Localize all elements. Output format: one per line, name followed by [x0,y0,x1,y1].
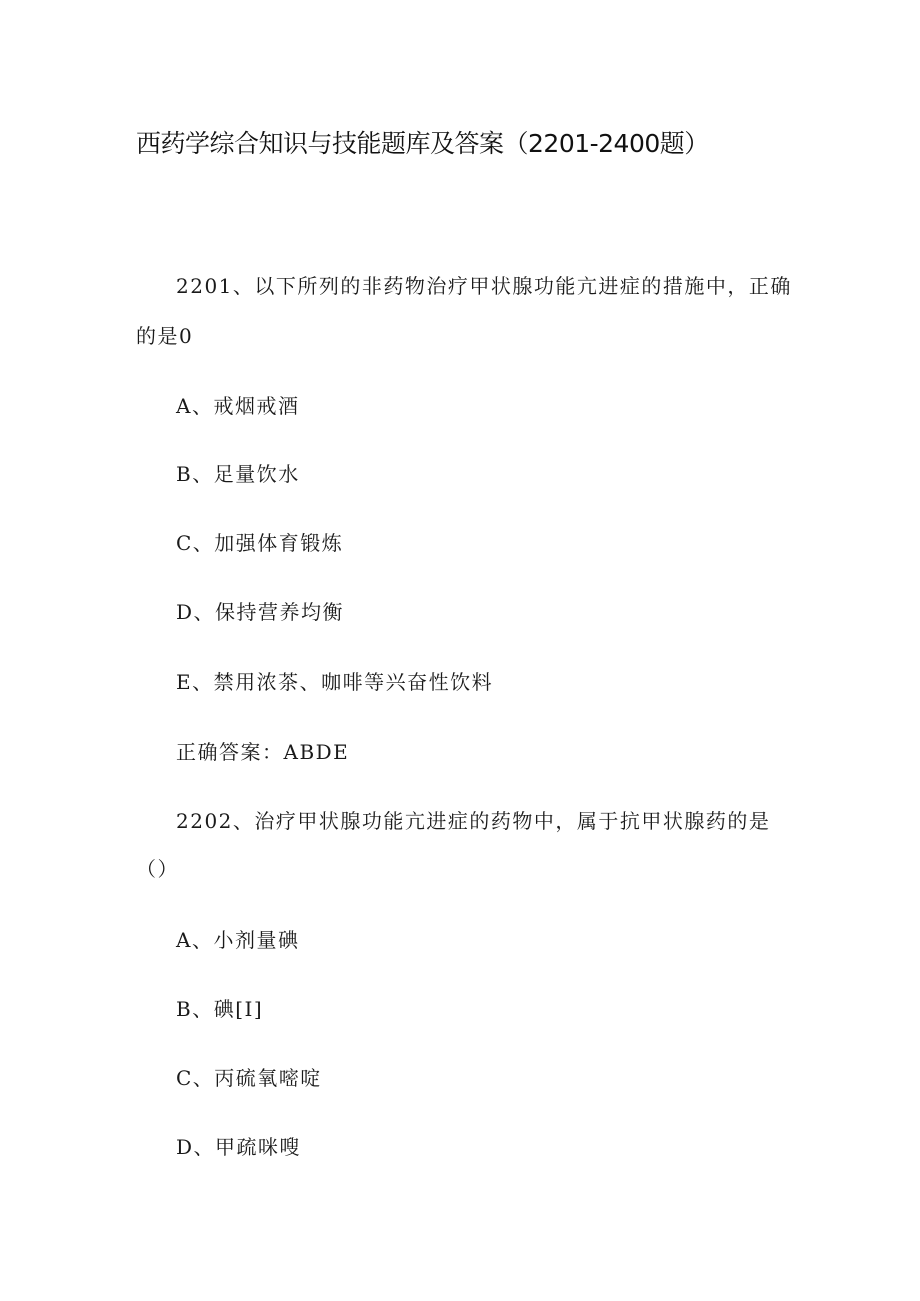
question-2201-option-e: E、禁用浓茶、咖啡等兴奋性饮料 [176,670,494,694]
question-2202-stem-line2: （） [136,857,179,881]
question-2201-stem-line2: 的是0 [136,324,194,348]
question-2202-option-c: C、丙硫氧嘧啶 [176,1066,322,1090]
question-2201-option-b: B、足量饮水 [176,462,300,486]
question-2201-option-a: A、戒烟戒酒 [176,394,300,418]
question-2202-stem-line1: 2202、治疗甲状腺功能亢进症的药物中，属于抗甲状腺药的是 [176,809,771,833]
question-2201-stem-line1: 2201、以下所列的非药物治疗甲状腺功能亢进症的措施中，正确 [176,274,792,298]
question-2201-option-c: C、加强体育锻炼 [176,531,344,555]
question-2201-answer: 正确答案：ABDE [176,740,350,764]
question-2202-option-b: B、碘[I] [176,997,264,1021]
document-title: 西药学综合知识与技能题库及答案（2201-2400题） [136,129,709,158]
question-2201-option-d: D、保持营养均衡 [176,600,345,624]
question-2202-option-d: D、甲疏咪嗖 [176,1135,302,1159]
question-2202-option-a: A、小剂量碘 [176,928,300,952]
